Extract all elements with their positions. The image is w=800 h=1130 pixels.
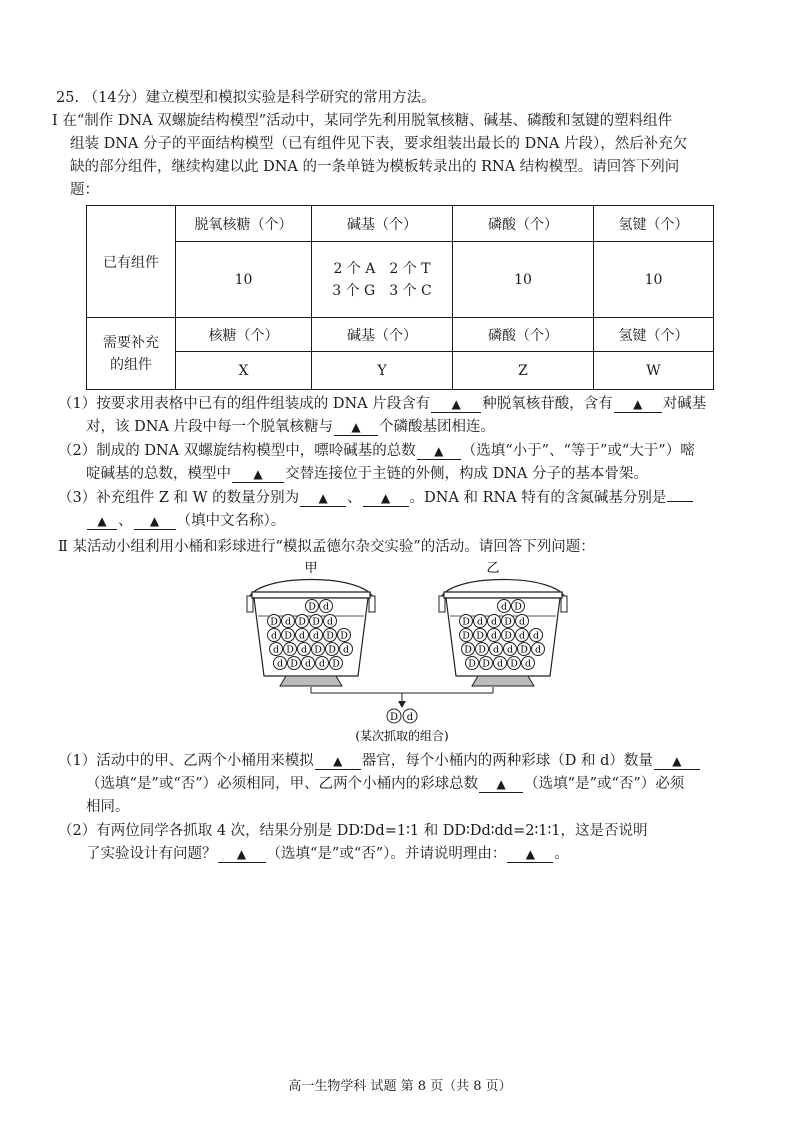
- part1-intro-line2: 组装 DNA 分子的平面结构模型（已有组件见下表，要求组装出最长的 DNA 片段），然后补充欠: [70, 136, 688, 152]
- answer-triangle: ▲: [149, 514, 160, 528]
- row1-header-hbond: 氢键（个）: [594, 206, 714, 242]
- base-count-line1: 2 个 A 2 个 T: [333, 260, 431, 277]
- ball-label: d: [496, 658, 504, 670]
- answer-triangle: ▲: [496, 777, 506, 791]
- part1-q1-line2: [86, 416, 495, 438]
- ball: [268, 615, 281, 628]
- part2-intro: Ⅱ 某活动小组利用小桶和彩球进行“模拟孟德尔杂交实验”的活动。请回答下列问题：: [58, 539, 595, 555]
- ball: [460, 615, 473, 628]
- ball-label: D: [314, 644, 322, 656]
- part2-q1-text-b: 器官，每个小桶内的两种彩球（D 和 d）数量: [361, 753, 653, 769]
- page-footer: 高一生物学科 试题 第 8 页（共 8 页）: [288, 1079, 512, 1094]
- row2-label-line2: 的组件: [110, 356, 152, 373]
- part1-q3-text-d: 、: [118, 513, 133, 529]
- bucket-right: [439, 580, 567, 687]
- part1-q2-line2: [86, 463, 648, 485]
- ball-label: D: [520, 644, 528, 656]
- ball-label: D: [464, 644, 472, 656]
- ball-label: d: [326, 616, 334, 628]
- answer-triangle: ▲: [253, 467, 263, 481]
- answer-blank-14[interactable]: [507, 846, 553, 863]
- ball: [516, 629, 529, 642]
- row2-header-ribose: 核糖（个）: [176, 318, 312, 352]
- ball: [340, 643, 353, 656]
- ball: [288, 657, 301, 670]
- figure-caption: (某次抓取的组合): [355, 729, 449, 743]
- answer-blank-5[interactable]: [232, 466, 284, 483]
- row1-header-base: 碱基（个）: [312, 206, 453, 242]
- part2-q2-text-c: （选填“是”或“否”）。并请说明理由：: [266, 846, 507, 862]
- answer-blank-12[interactable]: [479, 776, 523, 793]
- ball: [306, 600, 319, 613]
- bucket-figure: [230, 558, 570, 748]
- answer-triangle: ▲: [451, 397, 461, 411]
- ball: [270, 643, 283, 656]
- ball: [324, 615, 337, 628]
- answer-triangle: ▲: [97, 514, 107, 528]
- bucket-right-label: 乙: [486, 561, 500, 576]
- ball: [282, 629, 295, 642]
- result-ball-d: [403, 709, 417, 723]
- answer-blank-2[interactable]: [614, 396, 662, 413]
- part1-q2-text-b: （选填“小于”、“等于”或“大于”）嘧: [461, 443, 695, 459]
- part1-q1-text-c: 对碱基: [662, 396, 707, 412]
- ball-label: d: [342, 644, 350, 656]
- ball-label: d: [298, 630, 306, 642]
- ball-label: D: [270, 616, 278, 628]
- part2-q1-line1: [58, 750, 701, 772]
- answer-triangle: ▲: [434, 444, 444, 458]
- part1-q3-line1: [58, 487, 694, 509]
- ball-label: d: [276, 658, 284, 670]
- ball: [460, 629, 473, 642]
- ball: [312, 643, 325, 656]
- ball-label: d: [304, 658, 312, 670]
- ball: [480, 657, 493, 670]
- arrow-down-icon: [398, 701, 406, 708]
- part1-q1-text-a: （1）按要求用表格中已有的组件组装成的 DNA 片段含有: [58, 396, 431, 412]
- ball-label: D: [468, 658, 476, 670]
- ball: [330, 657, 343, 670]
- row2-value-x: X: [176, 352, 312, 390]
- part2-q2-line2: [86, 843, 569, 865]
- bucket-rim: [444, 592, 562, 598]
- ball: [502, 629, 515, 642]
- ball: [310, 629, 323, 642]
- row2-header-base: 碱基（个）: [312, 318, 453, 352]
- bucket-base: [472, 676, 534, 686]
- row2-header-phosphate: 磷酸（个）: [453, 318, 594, 352]
- part1-q3-text-c: 。DNA 和 RNA 特有的含氮碱基分别是: [409, 490, 667, 506]
- part1-q3-text-e: （填中文名称）。: [176, 513, 286, 529]
- row1-value-base: [312, 242, 453, 318]
- answer-blank-9[interactable]: [134, 513, 176, 530]
- ball: [498, 600, 511, 613]
- ball-label: D: [462, 616, 470, 628]
- answer-blank-8[interactable]: [87, 513, 117, 530]
- ball: [310, 615, 323, 628]
- ball-label: D: [298, 616, 306, 628]
- answer-triangle: ▲: [381, 491, 391, 505]
- ball-label: d: [506, 644, 514, 656]
- result-ball-d-label: d: [406, 712, 414, 723]
- ball-label: d: [532, 630, 540, 642]
- row2-label: [87, 318, 176, 390]
- ball: [298, 643, 311, 656]
- ball: [474, 629, 487, 642]
- answer-triangle: ▲: [236, 847, 247, 861]
- answer-blank-4[interactable]: [417, 443, 461, 460]
- ball-label: D: [332, 658, 340, 670]
- result-ball-D-label: D: [389, 712, 399, 723]
- ball-label: d: [490, 616, 498, 628]
- answer-blank-3[interactable]: [334, 419, 378, 436]
- part1-q1-text-b: 种脱氧核苷酸，含有: [482, 396, 613, 412]
- bucket-rim: [252, 592, 370, 598]
- part2-q2-line1: （2）有两位同学各抓取 4 次，结果分别是 DD∶Dd=1∶1 和 DD∶Dd∶dd=2∶1∶1，这是否说明: [58, 823, 648, 839]
- ball: [326, 643, 339, 656]
- ball: [320, 600, 333, 613]
- row1-value-phosphate: 10: [453, 242, 594, 318]
- ball-label: d: [272, 644, 280, 656]
- row1-header-phosphate: 磷酸（个）: [453, 206, 594, 242]
- answer-triangle: ▲: [333, 754, 343, 768]
- ball-label: d: [322, 601, 330, 613]
- ball-label: D: [504, 616, 512, 628]
- row1-value-hbond: 10: [594, 242, 714, 318]
- answer-blank-1[interactable]: [431, 396, 481, 413]
- result-ball-D: [387, 709, 401, 723]
- ball-label: d: [300, 644, 308, 656]
- ball-label: D: [328, 644, 336, 656]
- ball-label: D: [482, 658, 490, 670]
- row1-header-deoxyribose: 脱氧核糖（个）: [176, 206, 312, 242]
- ball: [302, 657, 315, 670]
- ball-label: D: [284, 630, 292, 642]
- bucket-base: [280, 676, 342, 686]
- ball: [324, 629, 337, 642]
- part2-q2-text-b: 了实验设计有问题？: [86, 846, 217, 862]
- ball: [338, 629, 351, 642]
- ball: [532, 643, 545, 656]
- ball-label: D: [290, 658, 298, 670]
- ball-label: d: [476, 616, 484, 628]
- ball-label: d: [518, 630, 526, 642]
- ball: [522, 657, 535, 670]
- ball: [512, 600, 525, 613]
- part1-q1-text-d: 对，该 DNA 片段中每一个脱氧核糖与: [86, 419, 334, 435]
- ball: [268, 629, 281, 642]
- answer-triangle: ▲: [318, 491, 328, 505]
- part1-q3-text-b: 、: [347, 490, 362, 506]
- ball-label: D: [326, 630, 334, 642]
- row1-value-deoxyribose: 10: [176, 242, 312, 318]
- answer-triangle: ▲: [672, 754, 682, 768]
- answer-triangle: ▲: [525, 847, 536, 861]
- ball: [284, 643, 297, 656]
- part1-intro-line1: Ⅰ 在“制作 DNA 双螺旋结构模型”活动中，某同学先利用脱氧核糖、碱基、磷酸和氢键的塑料组件: [52, 113, 673, 129]
- part2-q1-text-a: （1）活动中的甲、乙两个小桶用来模拟: [58, 753, 314, 769]
- ball: [274, 657, 287, 670]
- ball-label: D: [510, 658, 518, 670]
- part2-q2-text-d: 。: [554, 846, 569, 862]
- ball: [502, 615, 515, 628]
- ball: [518, 643, 531, 656]
- part2-q1-line3: 相同。: [86, 799, 130, 815]
- ball: [488, 629, 501, 642]
- part2-q1-text-c: （选填“是”或“否”）必须相同，甲、乙两个小桶内的彩球总数: [86, 776, 479, 792]
- ball: [494, 657, 507, 670]
- answer-blank-13[interactable]: [218, 846, 266, 863]
- part1-q2-text-a: （2）制成的 DNA 双螺旋结构模型中，嘌呤碱基的总数: [58, 443, 416, 459]
- ball-label: d: [270, 630, 278, 642]
- ball-label: d: [500, 601, 508, 613]
- part1-intro-line3: 缺的部分组件，继续构建以此 DNA 的一条单链为模板转录出的 RNA 结构模型。请回答下列问: [70, 159, 680, 175]
- ball: [516, 615, 529, 628]
- row1-label: 已有组件: [87, 206, 176, 318]
- answer-blank-6[interactable]: [300, 490, 346, 507]
- bucket-left-label: 甲: [304, 561, 318, 576]
- answer-blank-7[interactable]: [363, 490, 409, 507]
- part2-q1-line2: [86, 773, 684, 795]
- ball: [296, 629, 309, 642]
- part1-q2-text-d: 交替连接位于主链的外侧，构成 DNA 分子的基本骨架。: [285, 466, 649, 482]
- part1-q1-line1: [58, 393, 706, 415]
- ball-label: D: [462, 630, 470, 642]
- ball-label: D: [504, 630, 512, 642]
- answer-triangle: ▲: [351, 420, 361, 434]
- answer-blank-11[interactable]: [654, 753, 700, 770]
- ball-label: D: [312, 616, 320, 628]
- ball: [296, 615, 309, 628]
- ball: [488, 615, 501, 628]
- ball: [490, 643, 503, 656]
- part2-q1-text-d: （选填“是”或“否”）必须: [524, 776, 685, 792]
- part1-q3-text-a: （3）补充组件 Z 和 W 的数量分别为: [58, 490, 300, 506]
- ball: [282, 615, 295, 628]
- base-count-line2: 3 个 G 3 个 C: [332, 282, 432, 299]
- part1-intro-line4: 题：: [70, 182, 99, 198]
- ball-label: D: [514, 601, 522, 613]
- part1-q2-line1: [58, 440, 695, 462]
- ball-label: D: [308, 601, 316, 613]
- part1-q2-text-c: 啶碱基的总数，模型中: [86, 466, 231, 482]
- ball: [504, 643, 517, 656]
- ball-label: d: [490, 630, 498, 642]
- ball-label: D: [286, 644, 294, 656]
- answer-blank-10[interactable]: [315, 753, 361, 770]
- row2-header-hbond: 氢键（个）: [594, 318, 714, 352]
- part1-q3-line2: [86, 510, 285, 532]
- ball-label: D: [478, 644, 486, 656]
- row2-value-z: Z: [453, 352, 594, 390]
- bucket-left: [247, 580, 375, 687]
- ball-label: D: [340, 630, 348, 642]
- answer-triangle: ▲: [633, 397, 643, 411]
- ball-label: d: [524, 658, 532, 670]
- ball-label: d: [318, 658, 326, 670]
- ball: [466, 657, 479, 670]
- row2-value-w: W: [594, 352, 714, 390]
- ball: [462, 643, 475, 656]
- question-header: 25. （14分）建立模型和模拟实验是科学研究的常用方法。: [56, 90, 436, 106]
- ball: [316, 657, 329, 670]
- ball: [474, 615, 487, 628]
- part1-q1-text-e: 个磷酸基团相连。: [379, 419, 496, 435]
- ball-label: D: [476, 630, 484, 642]
- ball-label: d: [534, 644, 542, 656]
- ball: [530, 629, 543, 642]
- row2-label-line1: 需要补充: [103, 334, 159, 351]
- ball: [508, 657, 521, 670]
- components-table: [86, 205, 714, 390]
- ball-label: d: [312, 630, 320, 642]
- answer-blank-8a[interactable]: [667, 501, 693, 502]
- ball-label: d: [492, 644, 500, 656]
- ball-label: d: [284, 616, 292, 628]
- row2-value-y: Y: [312, 352, 453, 390]
- ball: [476, 643, 489, 656]
- ball-label: d: [518, 616, 526, 628]
